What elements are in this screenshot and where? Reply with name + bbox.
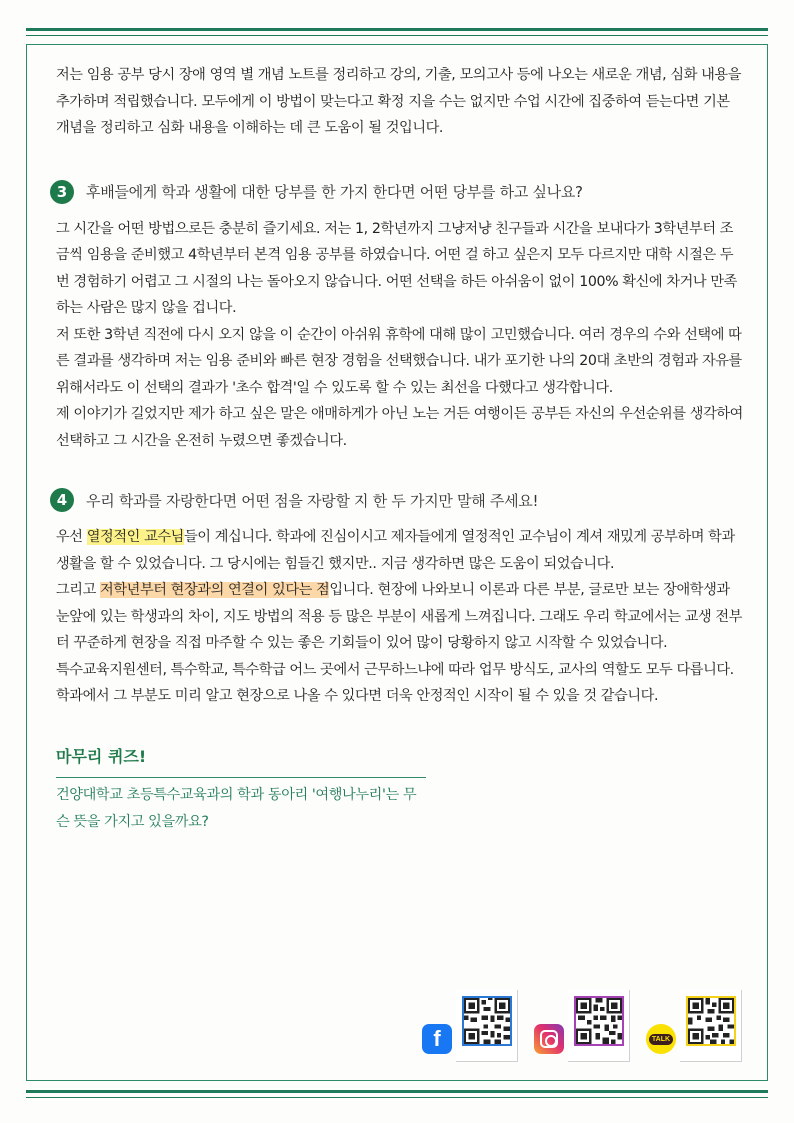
qr-card xyxy=(568,990,630,1062)
text-segment: 들이 계십니다. 학과에 진심이시고 제자들에게 열정적인 교수님이 계셔 재밌게 공부하며 학과 생활을 할 수 있었습니다. 그 당시에는 힘들긴 했지만.. 지금 생각하면 많은 도움이 되었습니다. xyxy=(56,529,735,572)
qr-pattern-icon xyxy=(464,998,510,1044)
kakaotalk-icon[interactable] xyxy=(646,1024,676,1054)
intro-paragraph: 저는 임용 공부 당시 장애 영역 별 개념 노트를 정리하고 강의, 기출, 모의고사 등에 나오는 새로운 개념, 심화 내용을 추가하며 적립했습니다. 모두에게 이 방법이 맞는다고 확정 지을 수는 없지만 수업 시간에 집중하여 듣는다면 기본 개념을 정리하고 심화 내용을 이해하는 데 큰 도움이 될 것입니다. xyxy=(56,67,742,136)
main-content xyxy=(56,62,744,835)
top-rule xyxy=(26,28,768,31)
qr-pattern-icon xyxy=(688,998,734,1044)
answer-3-paragraph-3: 제 이야기가 길었지만 제가 하고 싶은 말은 애매하게가 아닌 노는 거든 여행이든 공부든 자신의 우선순위를 생각하여 선택하고 그 시간을 온전히 누렸으면 좋겠습니다. xyxy=(56,406,743,449)
question-number-badge: 3 xyxy=(50,180,74,204)
question-number-badge: 4 xyxy=(50,488,74,512)
instagram-qr-group[interactable] xyxy=(534,990,630,1062)
quiz-question: 건양대학교 초등특수교육과의 학과 동아리 '여행나누리'는 무슨 뜻을 가지고 있을까요? xyxy=(56,787,417,830)
bottom-rule xyxy=(26,1090,768,1093)
answer-3-paragraph-1: 그 시간을 어떤 방법으로든 충분히 즐기세요. 저는 1, 2학년까지 그냥저냥 친구들과 시간을 보내다가 3학년부터 조금씩 임용을 준비했고 4학년부터 본격 임용 공부를 하였습니다. 어떤 걸 하고 싶은지 모두 다르지만 대학 시절은 두 번 경험하기 어렵고 그 시절의 나는 돌아오지 않습니다. 어떤 선택을 하든 아쉬움이 없이 100% 확신에 차거나 만족하는 사람은 많지 않을 겁니다. xyxy=(56,220,737,316)
qr-pattern-icon xyxy=(576,998,622,1044)
answer-4-paragraph-1 xyxy=(56,524,744,577)
text-segment: 그리고 xyxy=(56,582,101,598)
answer-4-paragraph-2 xyxy=(56,577,744,657)
instagram-qr-code[interactable] xyxy=(574,996,624,1046)
question-3-heading xyxy=(56,180,744,204)
top-rule-thin xyxy=(26,35,768,36)
kakaotalk-label: TALK xyxy=(649,1034,673,1045)
qr-card xyxy=(680,990,742,1062)
highlight-professors: 열정적인 교수님 xyxy=(86,529,184,545)
question-4-text: 우리 학과를 자랑한다면 어떤 점을 자랑할 지 한 두 가지만 말해 주세요! xyxy=(86,491,539,510)
kakaotalk-qr-group[interactable] xyxy=(646,990,742,1062)
facebook-qr-code[interactable] xyxy=(462,996,512,1046)
facebook-qr-group[interactable] xyxy=(422,990,518,1062)
quiz-title: 마무리 퀴즈! xyxy=(56,746,147,766)
instagram-icon[interactable] xyxy=(534,1024,564,1054)
question-4-section xyxy=(56,488,744,710)
text-segment: 우선 xyxy=(56,529,87,545)
bottom-rule-thin xyxy=(26,1097,768,1098)
answer-4-paragraph-3: 특수교육지원센터, 특수학교, 특수학급 어느 곳에서 근무하느냐에 따라 업무 방식도, 교사의 역할도 모두 다릅니다. 학과에서 그 부분도 미리 알고 현장으로 나올 수 있다면 더욱 안정적인 시작이 될 수 있을 것 같습니다. xyxy=(56,661,734,704)
question-3-section xyxy=(56,180,744,455)
quiz-divider xyxy=(56,777,426,779)
text-segment: 입니다. 현장에 나와보니 이론과 다른 부분, 글로만 보는 장애학생과 눈앞에 있는 학생과의 차이, 지도 방법의 적용 등 많은 부분이 새롭게 느껴집니다. 그래도 우리 학교에서는 교생 전부터 꾸준하게 현장을 직접 마주할 수 있는 좋은 기회들이 있어 많이 당황하지 않고 시작할 수 있었습니다. xyxy=(56,582,743,651)
highlight-field-connection: 저학년부터 현장과의 연결이 있다는 점 xyxy=(100,582,330,598)
quiz-section xyxy=(56,744,744,836)
question-4-heading xyxy=(56,488,744,512)
kakaotalk-qr-code[interactable] xyxy=(686,996,736,1046)
instagram-glyph xyxy=(540,1030,558,1048)
answer-3-paragraph-2: 저 또한 3학년 직전에 다시 오지 않을 이 순간이 아쉬워 휴학에 대해 많이 고민했습니다. 여러 경우의 수와 선택에 따른 결과를 생각하며 저는 임용 준비와 빠른 현장 경험을 선택했습니다. 내가 포기한 나의 20대 초반의 경험과 자유를 위해서라도 이 선택의 결과가 '초수 합격'일 수 있도록 할 수 있는 최선을 다했다고 생각합니다. xyxy=(56,326,742,396)
qr-card xyxy=(456,990,518,1062)
facebook-icon[interactable]: f xyxy=(422,1024,452,1054)
question-3-text: 후배들에게 학과 생활에 대한 당부를 한 가지 한다면 어떤 당부를 하고 싶나요? xyxy=(86,183,583,201)
